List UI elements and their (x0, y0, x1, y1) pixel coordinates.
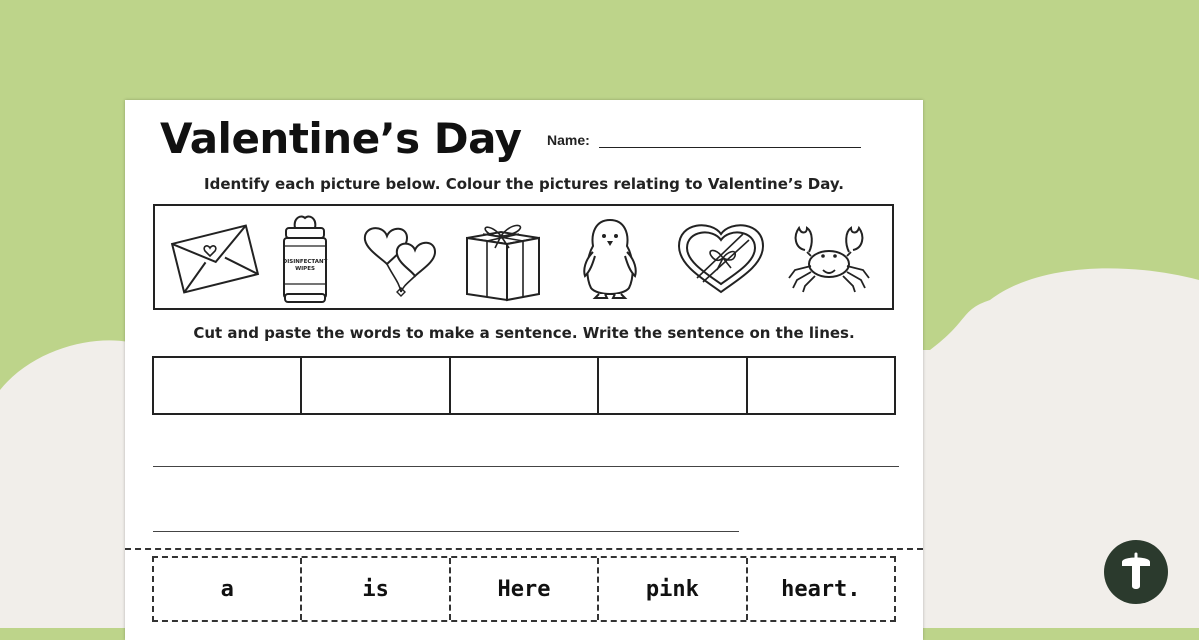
name-label: Name: (547, 132, 590, 148)
paste-cell[interactable] (748, 358, 894, 413)
word-cards (152, 556, 896, 622)
disinfectant-wipes-icon (275, 212, 335, 306)
heart-chocolate-box-icon (675, 220, 767, 296)
paste-cell[interactable] (154, 358, 302, 413)
wipes-label-2: WIPES (295, 266, 315, 272)
crab-icon (781, 220, 877, 296)
word-card[interactable]: a (154, 558, 302, 620)
sentence-write-line[interactable] (153, 531, 739, 532)
cut-line (125, 548, 923, 550)
word-card[interactable]: Here (451, 558, 599, 620)
brand-logo[interactable] (1104, 540, 1168, 604)
paste-grid (152, 356, 896, 415)
word-card[interactable]: heart. (781, 576, 861, 602)
picture-instruction: Identify each picture below. Colour the pictures relating to Valentine’s Day. (204, 175, 844, 193)
paste-cell[interactable] (302, 358, 450, 413)
sentence-write-line[interactable] (153, 466, 899, 467)
word-card[interactable]: pink (599, 558, 747, 620)
paste-cell[interactable] (451, 358, 599, 413)
worksheet (125, 100, 923, 640)
love-letter-icon (169, 220, 261, 298)
paste-cell[interactable] (599, 358, 747, 413)
name-write-line[interactable] (599, 147, 861, 148)
gift-box-icon (461, 214, 545, 302)
word-card[interactable]: is (302, 558, 450, 620)
wipes-label-1: DISINFECTANT (282, 259, 328, 265)
picture-strip (153, 204, 894, 310)
brand-t-icon (1104, 540, 1168, 604)
penguin-icon (575, 216, 645, 302)
worksheet-title: Valentine’s Day (160, 114, 522, 163)
heart-balloons-icon (357, 220, 443, 300)
sentence-instruction: Cut and paste the words to make a sentence. Write the sentence on the lines. (193, 324, 855, 342)
